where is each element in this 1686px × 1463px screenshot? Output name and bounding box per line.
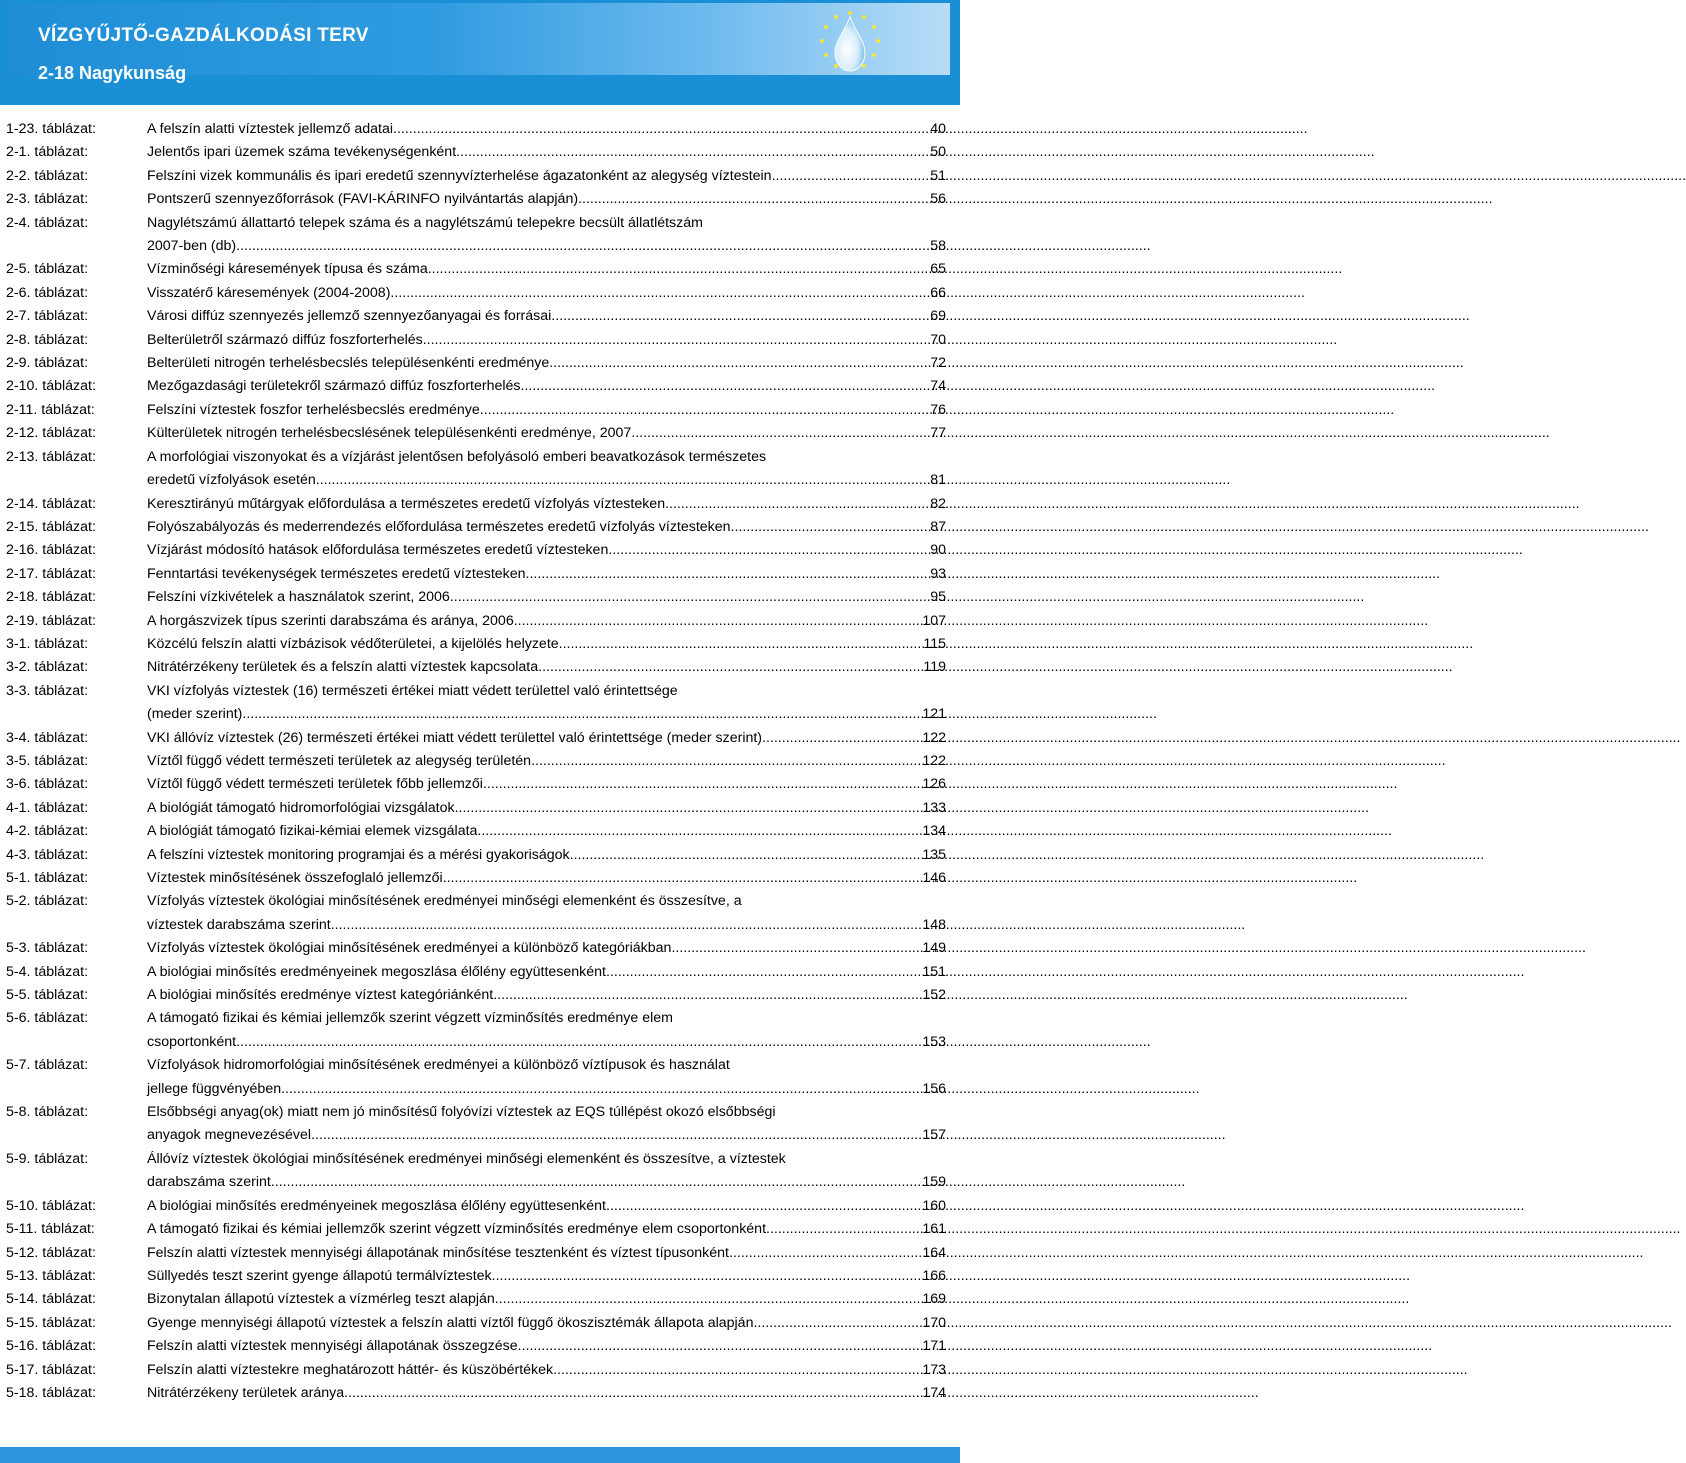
toc-entry[interactable] (6, 1218, 946, 1241)
table-number: 5-10. táblázat: (6, 1197, 96, 1214)
toc-entry[interactable] (6, 118, 946, 141)
entry-body (147, 141, 946, 164)
toc-entry[interactable] (6, 773, 946, 796)
page-number: 82 (930, 495, 946, 512)
entry-body (147, 773, 946, 796)
toc-entry[interactable] (6, 165, 946, 188)
toc-entry[interactable] (6, 1335, 946, 1358)
table-title-text: Víztől függő védett természeti területek főbb jellemzői (147, 776, 483, 793)
table-title-text: Felszíni víztestek foszfor terhelésbecslés eredménye (147, 401, 480, 418)
table-of-contents (6, 118, 946, 1405)
entry-body (147, 844, 946, 867)
dot-leader (766, 1218, 921, 1241)
table-title-text: Állóvíz víztestek ökológiai minősítésének eredményei minőségi elemenként és összesítve, a víztestek (147, 1150, 786, 1167)
table-title-text: csoportonként (147, 1033, 237, 1050)
table-title-text: A biológiai minősítés eredményeinek megoszlása élőlény együttesenként. (147, 963, 610, 980)
table-title-text: Fenntartási tevékenységek természetes eredetű víztesteken (147, 565, 526, 582)
entry-body (147, 1359, 946, 1382)
page-number: 171 (922, 1338, 946, 1355)
table-number: 5-14. táblázat: (6, 1291, 96, 1308)
entry-body (147, 212, 946, 259)
table-title-text: Belterületről származó diffúz foszforterhelés (147, 331, 423, 348)
table-number: 5-6. táblázat: (6, 1010, 89, 1027)
table-title-text: A biológiai minősítés eredményeinek megoszlása élőlény együttesenként. (147, 1197, 610, 1214)
entry-body (147, 539, 946, 562)
footer-bar (0, 1447, 960, 1463)
entry-body (147, 516, 946, 539)
toc-entry[interactable] (6, 937, 946, 960)
page-number: 161 (922, 1221, 946, 1238)
entry-body (147, 375, 946, 398)
entry-body (147, 1148, 946, 1195)
table-title-text: Belterületi nitrogén terhelésbecslés településenkénti eredménye (147, 355, 550, 372)
dot-leader (393, 118, 929, 141)
dot-leader (455, 797, 922, 820)
table-title-text: Vízjárást módosító hatások előfordulása természetes eredetű víztesteken (147, 542, 609, 559)
toc-entry[interactable] (6, 727, 946, 750)
toc-entry[interactable] (6, 446, 946, 493)
toc-entry[interactable] (6, 797, 946, 820)
page-number: 157 (922, 1127, 946, 1144)
dot-leader (610, 961, 921, 984)
table-title-text: Mezőgazdasági területekről származó diffúz foszforterhelés (147, 378, 521, 395)
page-number: 159 (922, 1174, 946, 1191)
table-number: 5-2. táblázat: (6, 893, 89, 910)
table-title-text: darabszáma szerint (147, 1174, 271, 1191)
table-number: 5-7. táblázat: (6, 1057, 89, 1074)
table-title-text: jellege függvényében. (147, 1080, 286, 1097)
entry-body (147, 1265, 946, 1288)
table-number: 3-3. táblázat: (6, 682, 89, 699)
dot-leader (729, 1242, 921, 1265)
dot-leader (514, 610, 922, 633)
toc-entry[interactable] (6, 680, 946, 727)
dot-leader (635, 422, 929, 445)
table-number: 5-15. táblázat: (6, 1314, 96, 1331)
toc-entry[interactable] (6, 890, 946, 937)
page-number: 50 (930, 144, 946, 161)
table-title-text: Süllyedés teszt szerint gyenge állapotú termálvíztestek. (147, 1267, 496, 1284)
table-title-text: A támogató fizikai és kémiai jellemzők szerint végzett vízminősítés eredménye elem (147, 1010, 673, 1027)
table-number: 5-16. táblázat: (6, 1338, 96, 1355)
page-number: 149 (922, 940, 946, 957)
table-title-text: A horgászvizek típus szerinti darabszáma és aránya, 2006 (147, 612, 514, 629)
toc-entry[interactable] (6, 1054, 946, 1101)
entry-body (147, 282, 946, 305)
dot-leader (555, 305, 929, 328)
dot-leader (735, 516, 930, 539)
page-number: 156 (922, 1080, 946, 1097)
table-number: 4-1. táblázat: (6, 799, 89, 816)
page-number: 133 (922, 799, 946, 816)
entry-body (147, 188, 946, 211)
toc-entry[interactable] (6, 1148, 946, 1195)
page-number: 152 (922, 987, 946, 1004)
page-number: 134 (922, 823, 946, 840)
table-title-text: (meder szerint) (147, 706, 243, 723)
dot-leader (443, 867, 922, 890)
entry-body (147, 797, 946, 820)
toc-entry[interactable] (6, 1242, 946, 1265)
table-number: 5-12. táblázat: (6, 1244, 96, 1261)
dot-leader (450, 586, 929, 609)
page-number: 65 (930, 261, 946, 278)
table-title-text: Vízfolyás víztestek ökológiai minősítésének eredményei a különböző kategóriákban (147, 940, 672, 957)
table-number: 2-10. táblázat: (6, 378, 96, 395)
table-title-text: Keresztirányú műtárgyak előfordulása a természetes eredetű vízfolyás víztesteken (147, 495, 666, 512)
toc-entry[interactable] (6, 1007, 946, 1054)
dot-leader (344, 1382, 921, 1405)
table-number: 5-9. táblázat: (6, 1150, 89, 1167)
dot-leader (236, 1031, 921, 1054)
table-number: 5-1. táblázat: (6, 870, 89, 886)
toc-entry[interactable] (6, 188, 946, 211)
page-number: 70 (930, 331, 946, 348)
table-number: 2-16. táblázat: (6, 542, 96, 559)
page-number: 122 (922, 729, 946, 746)
entry-body (147, 1007, 946, 1054)
dot-leader (242, 703, 921, 726)
entry-body (147, 446, 946, 493)
toc-entry[interactable] (6, 422, 946, 445)
table-title-text: Víztől függő védett természeti területek az alegység területén (147, 752, 532, 769)
entry-body (147, 750, 946, 773)
dot-leader (531, 750, 921, 773)
toc-entry[interactable] (6, 1312, 946, 1335)
dot-leader (559, 633, 923, 656)
table-title-text: A támogató fizikai és kémiai jellemzők szerint végzett vízminősítés eredménye elem csoportonként (147, 1221, 767, 1238)
page-number: 146 (922, 870, 946, 886)
dot-leader (671, 937, 921, 960)
table-number: 2-14. táblázat: (6, 495, 96, 512)
table-number: 5-11. táblázat: (6, 1221, 95, 1238)
entry-body (147, 1312, 946, 1335)
entry-body (147, 937, 946, 960)
table-number: 5-3. táblázat: (6, 940, 89, 957)
entry-body (147, 820, 946, 843)
table-number: 2-4. táblázat: (6, 214, 89, 231)
page-number: 160 (922, 1197, 946, 1214)
dot-leader (608, 539, 929, 562)
entry-body (147, 165, 946, 188)
dot-leader (757, 1312, 921, 1335)
table-number: 2-6. táblázat: (6, 284, 89, 301)
dot-leader (521, 375, 930, 398)
toc-entry[interactable] (6, 493, 946, 516)
page-number: 135 (922, 846, 946, 863)
dot-leader (538, 656, 922, 679)
dot-leader (766, 727, 921, 750)
table-title-text: Felszíni vízkivételek a használatok szerint, 2006 (147, 589, 450, 606)
table-title-text: Víztestek minősítésének összefoglaló jellemzői (147, 870, 443, 886)
dot-leader (665, 493, 929, 516)
page-number: 51 (930, 167, 946, 184)
page-number: 151 (922, 963, 946, 980)
table-number: 2-15. táblázat: (6, 518, 96, 535)
entry-body (147, 586, 946, 609)
page-number: 74 (930, 378, 946, 395)
table-title-text: Közcélú felszín alatti vízbázisok védőterületei, a kijelölés helyzete (147, 635, 559, 652)
table-number: 5-18. táblázat: (6, 1384, 96, 1401)
entry-body (147, 1382, 946, 1405)
dot-leader (578, 188, 929, 211)
table-title-text: A felszín alatti víztestek jellemző adatai (147, 121, 394, 137)
entry-body (147, 680, 946, 727)
entry-body (147, 656, 946, 679)
toc-entry[interactable] (6, 656, 946, 679)
table-title-text: Folyószabályozás és mederrendezés előfordulása természetes eredetű vízfolyás víztesteken. (147, 518, 735, 535)
page-number: 90 (930, 542, 946, 559)
water-drop-eu-stars-logo (815, 9, 885, 77)
table-title-text: Nitrátérzékeny területek és a felszín alatti víztestek kapcsolata (147, 659, 539, 676)
toc-entry[interactable] (6, 844, 946, 867)
entry-body (147, 563, 946, 586)
toc-entry[interactable] (6, 984, 946, 1007)
dot-leader (423, 329, 929, 352)
table-title-text: A morfológiai viszonyokat és a vízjárást jelentősen befolyásoló emberi beavatkozások természetes (147, 448, 767, 465)
toc-entry[interactable] (6, 1101, 946, 1148)
toc-entry[interactable] (6, 516, 946, 539)
page-number: 87 (930, 518, 946, 535)
dot-leader (316, 469, 929, 492)
table-title-text: Visszatérő káresemények (2004-2008) (147, 284, 391, 301)
table-number: 2-17. táblázat: (6, 565, 96, 582)
entry-body (147, 1101, 946, 1148)
table-number: 2-18. táblázat: (6, 589, 96, 606)
table-title-text: Felszíni vizek kommunális és ipari eredetű szennyvízterhelése ágazatonként az alegység víztestein (147, 167, 772, 184)
table-title-text: A biológiát támogató fizikai-kémiai elemek vizsgálata (147, 823, 478, 840)
toc-entry[interactable] (6, 563, 946, 586)
page-number: 173 (922, 1361, 946, 1378)
table-title-text: Nitrátérzékeny területek aránya (147, 1384, 345, 1401)
dot-leader (285, 1078, 921, 1101)
page-number: 95 (930, 589, 946, 606)
entry-body (147, 727, 946, 750)
table-title-text: VKI vízfolyás víztestek (16) természeti értékei miatt védett területtel való érintettsége (147, 682, 678, 699)
toc-entry[interactable] (6, 610, 946, 633)
table-title-text: Felszín alatti víztestek mennyiségi állapotának összegzése (147, 1338, 518, 1355)
entry-body (147, 890, 946, 937)
table-title-text: Városi diffúz szennyezés jellemző szennyezőanyagai és forrásai. (147, 308, 556, 325)
table-title-text: Jelentős ipari üzemek száma tevékenységenként. (147, 144, 461, 161)
table-number: 2-7. táblázat: (6, 308, 89, 325)
entry-body (147, 422, 946, 445)
entry-body (147, 1218, 946, 1241)
dot-leader (772, 165, 930, 188)
table-number: 3-2. táblázat: (6, 659, 89, 676)
page-number: 76 (930, 401, 946, 418)
table-title-text: eredetű vízfolyások esetén (147, 472, 316, 489)
table-number: 2-11. táblázat: (6, 401, 95, 418)
dot-leader (570, 844, 922, 867)
toc-entry[interactable] (6, 258, 946, 281)
dot-leader (477, 820, 921, 843)
dot-leader (483, 773, 921, 796)
entry-body (147, 867, 946, 890)
table-number: 2-2. táblázat: (6, 167, 89, 184)
table-title-text: A biológiát támogató hidromorfológiai vizsgálatok (147, 799, 455, 816)
toc-entry[interactable] (6, 375, 946, 398)
table-title-text: Külterületek nitrogén terhelésbecslésének településenkénti eredménye, 2007. (147, 425, 636, 442)
dot-leader (496, 1265, 922, 1288)
table-number: 5-5. táblázat: (6, 987, 89, 1004)
dot-leader (428, 258, 929, 281)
dot-leader (495, 1288, 922, 1311)
entry-body (147, 610, 946, 633)
page-number: 56 (930, 191, 946, 208)
table-title-text: Pontszerű szennyezőforrások (FAVI-KÁRINFO nyilvántartás alapján) (147, 191, 579, 208)
table-number: 2-8. táblázat: (6, 331, 89, 348)
toc-entry[interactable] (6, 352, 946, 375)
page-number: 119 (923, 659, 946, 676)
table-number: 4-3. táblázat: (6, 846, 89, 863)
page-number: 69 (930, 308, 946, 325)
table-number: 3-4. táblázat: (6, 729, 89, 746)
dot-leader (518, 1335, 922, 1358)
page-number: 121 (922, 706, 946, 723)
toc-entry[interactable] (6, 1265, 946, 1288)
entry-body (147, 1335, 946, 1358)
toc-entry[interactable] (6, 633, 946, 656)
table-title-text: Nagylétszámú állattartó telepek száma és a nagylétszámú telepekre becsült állatlétszám (147, 214, 703, 231)
table-title-text: Felszín alatti víztestek mennyiségi állapotának minősítése tesztenként és víztest típusonként (147, 1244, 729, 1261)
dot-leader (390, 282, 929, 305)
table-title-text: 2007-ben (db) (147, 238, 237, 255)
toc-entry[interactable] (6, 399, 946, 422)
page-number: 77 (930, 425, 946, 442)
toc-entry[interactable] (6, 961, 946, 984)
entry-body (147, 258, 946, 281)
dot-leader (526, 563, 930, 586)
page-number: 58 (930, 238, 946, 255)
entry-body (147, 1195, 946, 1218)
entry-body (147, 352, 946, 375)
table-number: 5-13. táblázat: (6, 1267, 96, 1284)
page-number: 148 (922, 916, 946, 933)
table-title-text: Felszín alatti víztestekre meghatározott háttér- és küszöbértékek (147, 1361, 554, 1378)
table-number: 2-13. táblázat: (6, 448, 96, 465)
toc-entry[interactable] (6, 212, 946, 259)
table-number: 2-1. táblázat: (6, 144, 89, 161)
table-title-text: anyagok megnevezésével (147, 1127, 312, 1144)
table-title-text: Gyenge mennyiségi állapotú víztestek a felszín alatti víztől függő ökoszisztémák állapota alapján. (147, 1314, 758, 1331)
dot-leader (331, 914, 922, 937)
toc-entry[interactable] (6, 1195, 946, 1218)
page-number: 122 (922, 752, 946, 769)
dot-leader (553, 1359, 921, 1382)
page-number: 169 (922, 1291, 946, 1308)
entry-body (147, 305, 946, 328)
page-number: 115 (923, 635, 946, 652)
dot-leader (460, 141, 929, 164)
page-number: 93 (930, 565, 946, 582)
page-header (0, 0, 960, 105)
page-number: 153 (922, 1033, 946, 1050)
table-number: 5-17. táblázat: (6, 1361, 96, 1378)
document-subtitle: 2-18 Nagykunság (38, 63, 187, 83)
toc-entry[interactable] (6, 329, 946, 352)
entry-body (147, 493, 946, 516)
page-number: 174 (922, 1384, 946, 1401)
table-number: 3-6. táblázat: (6, 776, 89, 793)
toc-entry[interactable] (6, 539, 946, 562)
entry-body (147, 961, 946, 984)
page-number: 72 (930, 355, 946, 372)
toc-entry[interactable] (6, 282, 946, 305)
entry-body (147, 984, 946, 1007)
toc-entry[interactable] (6, 141, 946, 164)
table-number: 2-3. táblázat: (6, 191, 89, 208)
page-number: 81 (930, 472, 946, 489)
toc-entry[interactable] (6, 750, 946, 773)
table-number: 1-23. táblázat: (6, 121, 96, 137)
table-title-text: VKI állóvíz víztestek (26) természeti értékei miatt védett területtel való érintettsége (meder szerint). (147, 729, 766, 746)
toc-entry[interactable] (6, 305, 946, 328)
table-title-text: Vízfolyások hidromorfológiai minősítésének eredményei a különböző víztípusok és használat (147, 1057, 730, 1074)
table-number: 2-9. táblázat: (6, 355, 89, 372)
entry-body (147, 1054, 946, 1101)
table-number: 5-8. táblázat: (6, 1104, 89, 1121)
page-number: 170 (922, 1314, 946, 1331)
dot-leader (271, 1171, 922, 1194)
table-number: 4-2. táblázat: (6, 823, 89, 840)
dot-leader (311, 1124, 921, 1147)
table-number: 3-5. táblázat: (6, 752, 89, 769)
entry-body (147, 399, 946, 422)
table-number: 2-5. táblázat: (6, 261, 89, 278)
table-title-text: A biológiai minősítés eredménye víztest kategóriánként (147, 987, 494, 1004)
dot-leader (236, 235, 929, 258)
page-number: 66 (930, 284, 946, 301)
table-title-text: A felszíni víztestek monitoring programjai és a mérési gyakoriságok (147, 846, 570, 863)
table-number: 2-12. táblázat: (6, 425, 96, 442)
page-number: 166 (922, 1267, 946, 1284)
table-number: 2-19. táblázat: (6, 612, 96, 629)
table-title-text: Bizonytalan állapotú víztestek a vízmérleg teszt alapján (147, 1291, 495, 1308)
dot-leader (610, 1195, 921, 1218)
page-number: 40 (930, 121, 946, 137)
entry-body (147, 329, 946, 352)
entry-body (147, 1242, 946, 1265)
table-number: 3-1. táblázat: (6, 635, 89, 652)
page-number: 126 (922, 776, 946, 793)
table-title-text: Vízfolyás víztestek ökológiai minősítésének eredményei minőségi elemenként és összesítve, a (147, 893, 742, 910)
document-title: VÍZGYŰJTŐ-GAZDÁLKODÁSI TERV (38, 25, 369, 46)
page-number: 107 (922, 612, 946, 629)
toc-entry[interactable] (6, 820, 946, 843)
table-title-text: víztestek darabszáma szerint (147, 916, 331, 933)
entry-body (147, 1288, 946, 1311)
toc-entry[interactable] (6, 867, 946, 890)
toc-entry[interactable] (6, 1288, 946, 1311)
dot-leader (493, 984, 921, 1007)
toc-entry[interactable] (6, 586, 946, 609)
entry-body (147, 633, 946, 656)
table-number: 5-4. táblázat: (6, 963, 89, 980)
page-number: 164 (922, 1244, 946, 1261)
dot-leader (549, 352, 929, 375)
header-banner (10, 3, 950, 83)
entry-body (147, 118, 946, 141)
dot-leader (480, 399, 929, 422)
table-title-text: Elsőbbségi anyag(ok) miatt nem jó minősítésű folyóvízi víztestek az EQS túllépést okozó elsőbbségi (147, 1104, 776, 1121)
table-title-text: Vízminőségi káresemények típusa és száma (147, 261, 428, 278)
toc-entry[interactable] (6, 1382, 946, 1405)
toc-entry[interactable] (6, 1359, 946, 1382)
